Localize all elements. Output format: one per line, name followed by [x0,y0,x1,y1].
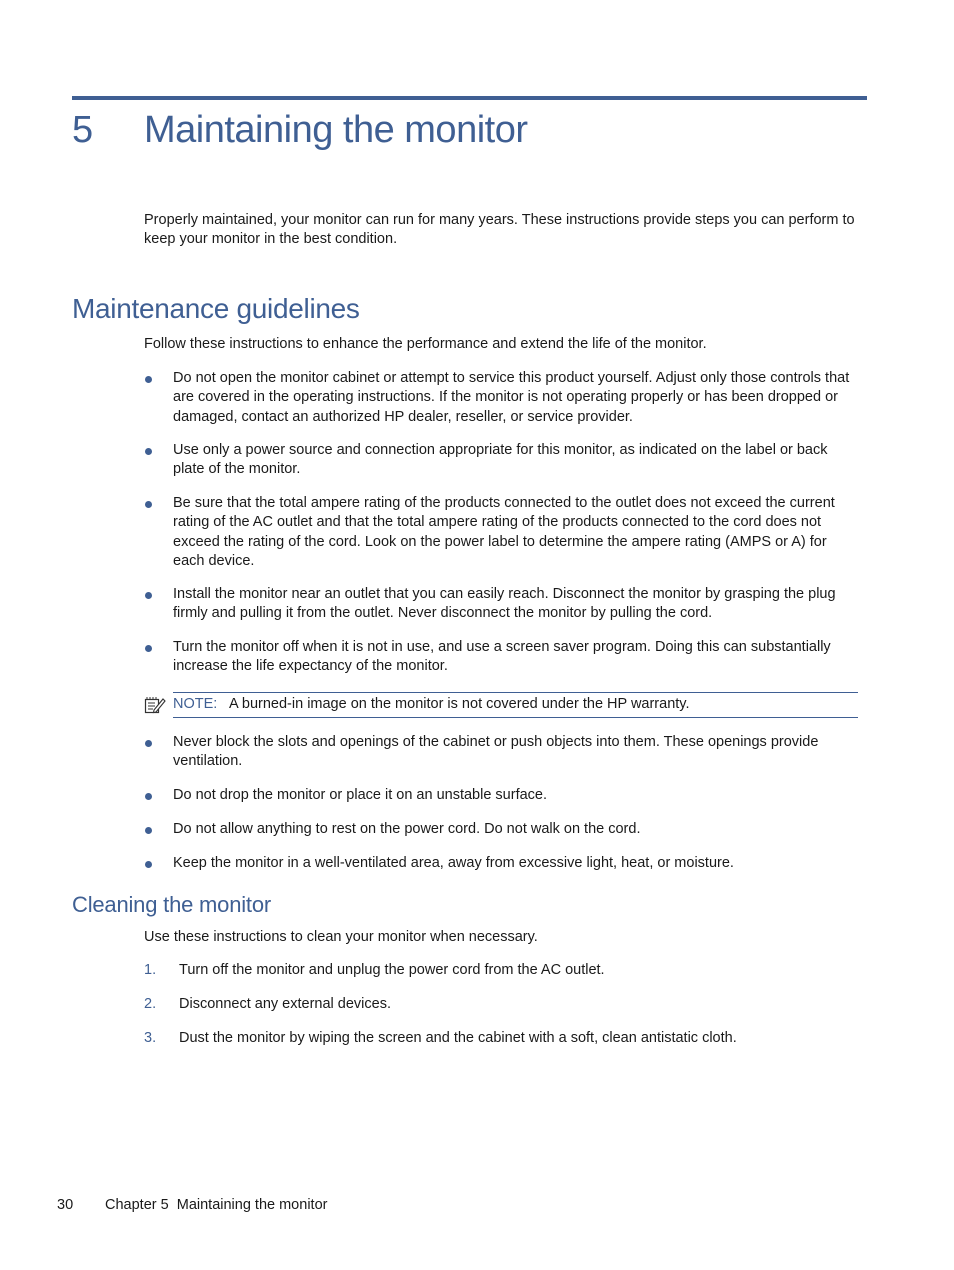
maintenance-heading: Maintenance guidelines [72,293,360,324]
cleaning-heading: Cleaning the monitor [72,892,272,917]
bullet-icon [145,376,152,383]
note-top-rule [173,692,858,693]
chapter-title: Maintaining the monitor [144,109,528,151]
list-item-text: Be sure that the total ampere rating of the products connected to the outlet does not exceed the current rating of the AC outlet and that the total ampere rating of the products connected to the cord does not exceed the rating of the cord. Look on the power label to determine the ampere rating (AMPS or A) for each device. [173,495,835,570]
list-item-text: Do not allow anything to rest on the power cord. Do not walk on the cord. [173,821,641,837]
list-item-text: Do not open the monitor cabinet or attempt to service this product yourself. Adjust only those controls that are covered in the operating instructions. If the monitor is not operating properly or has been dropped or damaged, contact an authorized HP dealer, reseller, or service provider. [173,370,850,425]
bullet-icon [145,501,152,508]
chapter-number: 5 [72,109,94,151]
bullet-icon [145,448,152,455]
list-item-text: Keep the monitor in a well-ventilated area, away from excessive light, heat, or moisture. [173,855,734,871]
note-text: A burned-in image on the monitor is not covered under the HP warranty. [229,696,690,712]
step-text: Disconnect any external devices. [179,996,391,1012]
list-item-text: Turn the monitor off when it is not in use, and use a screen saver program. Doing this can substantially increase the life expectancy of the monitor. [173,639,831,675]
step-number: 3. [144,1030,157,1046]
bullet-icon [145,645,152,652]
cleaning-lead: Use these instructions to clean your monitor when necessary. [144,929,538,945]
step-number: 1. [144,962,157,978]
chapter-top-rule [72,96,867,100]
bullet-icon [145,793,152,800]
note-pencil-icon [144,696,166,714]
step-number: 2. [144,996,157,1012]
footer-chapter-label: Chapter 5 Maintaining the monitor [105,1197,328,1213]
maintenance-lead: Follow these instructions to enhance the performance and extend the life of the monitor. [144,336,707,352]
page-number: 30 [57,1197,74,1213]
bullet-icon [145,861,152,868]
step-text: Turn off the monitor and unplug the power cord from the AC outlet. [179,962,605,978]
list-item-text: Install the monitor near an outlet that you can easily reach. Disconnect the monitor by grasping the plug firmly and pulling it from the outlet. Never disconnect the monitor by pulling the cord. [173,586,836,622]
bullet-icon [145,740,152,747]
bullet-icon [145,827,152,834]
intro-paragraph: Properly maintained, your monitor can run for many years. These instructions provide steps you can perform to keep your monitor in the best condition. [144,212,855,248]
list-item-text: Never block the slots and openings of the cabinet or push objects into them. These openings provide ventilation. [173,734,819,770]
step-text: Dust the monitor by wiping the screen and the cabinet with a soft, clean antistatic cloth. [179,1030,737,1046]
note-bottom-rule [173,717,858,718]
bullet-icon [145,592,152,599]
list-item-text: Use only a power source and connection appropriate for this monitor, as indicated on the label or back plate of the monitor. [173,442,828,478]
note-box [144,692,858,718]
list-item-text: Do not drop the monitor or place it on an unstable surface. [173,787,547,803]
note-label: NOTE: [173,696,218,712]
